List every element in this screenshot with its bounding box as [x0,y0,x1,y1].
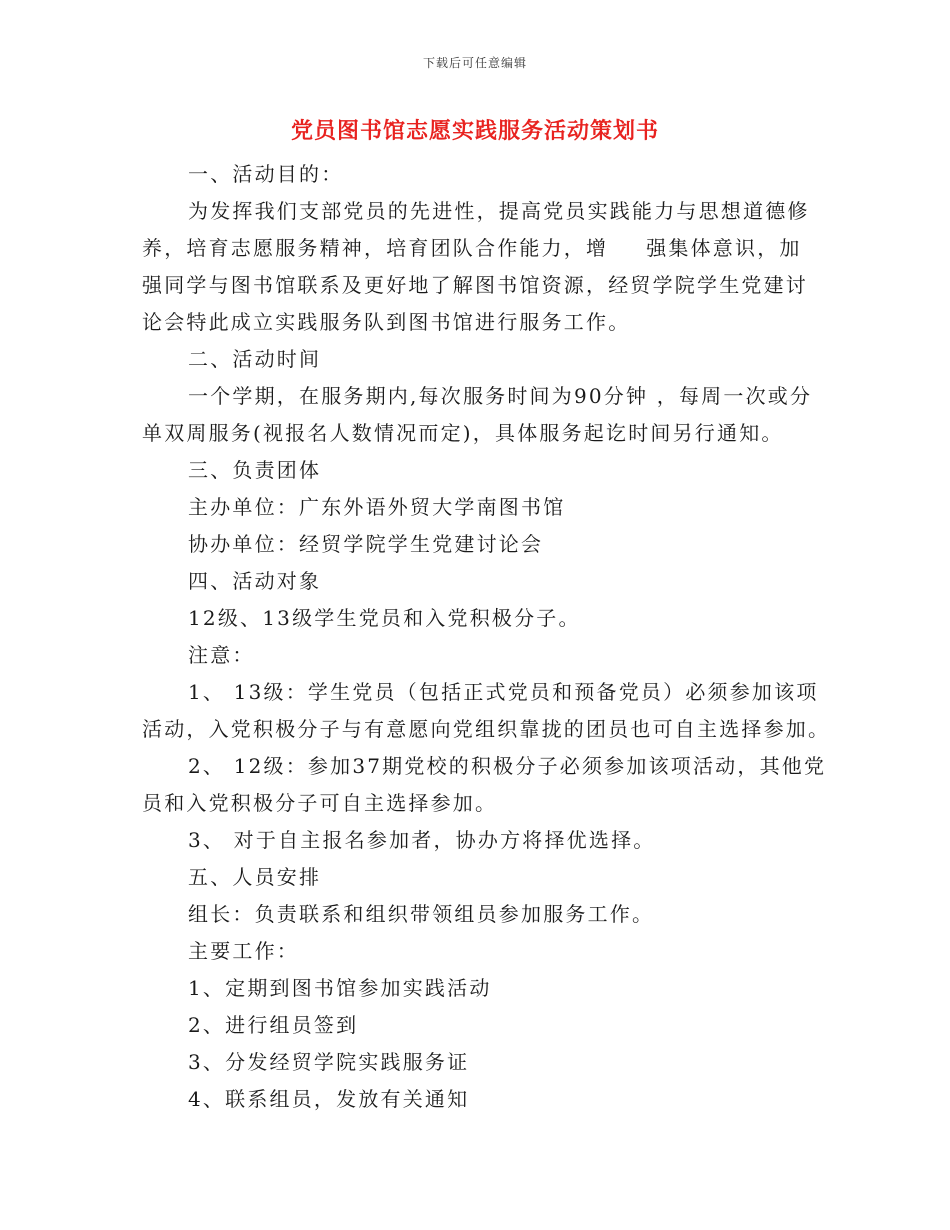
paragraph-line: 单双周服务(视报名人数情况而定)，具体服务起讫时间另行通知。 [142,421,784,445]
note-label: 注意： [188,643,255,667]
list-item-continuation: 活动，入党积极分子与有意愿向党组织靠拢的团员也可自主选择参加。 [142,717,831,741]
subheading-main-work: 主要工作： [188,939,299,963]
section-heading-staffing: 五、人员安排 [188,865,322,889]
list-item: 2、进行组员签到 [188,1013,359,1037]
document-body [142,156,831,1118]
paragraph-segment: 强集体意识，加 [646,236,802,260]
list-item: 1、 13级：学生党员（包括正式党员和预备党员）必须参加该项 [188,680,819,704]
paragraph-segment: 养，培育志愿服务精神，培育团队合作能力，增 [142,236,609,260]
paragraph-line: 协办单位：经贸学院学生党建讨论会 [188,532,544,556]
list-item: 3、分发经贸学院实践服务证 [188,1050,470,1074]
paragraph-line: 12级、13级学生党员和入党积极分子。 [188,606,581,630]
paragraph-line: 主办单位：广东外语外贸大学南图书馆 [188,495,566,519]
list-item: 3、 对于自主报名参加者，协办方将择优选择。 [188,828,656,852]
list-item-continuation: 员和入党积极分子可自主选择参加。 [142,791,498,815]
section-heading-time: 二、活动时间 [188,347,322,371]
list-item: 1、定期到图书馆参加实践活动 [188,976,492,1000]
paragraph-line: 一个学期，在服务期内,每次服务时间为90分钟 ，每周一次或分 [188,384,813,408]
section-heading-organizers: 三、负责团体 [188,458,322,482]
section-heading-purpose: 一、活动目的： [188,162,344,186]
paragraph-line [142,230,810,267]
document-title: 党员图书馆志愿实践服务活动策划书 [290,118,659,144]
list-item: 4、联系组员，发放有关通知 [188,1087,470,1111]
list-item: 2、 12级：参加37期党校的积极分子必须参加该项活动，其他党 [188,754,827,778]
paragraph-line: 组长：负责联系和组织带领组员参加服务工作。 [188,902,655,926]
paragraph-line: 为发挥我们支部党员的先进性，提高党员实践能力与思想道德修 [188,199,810,223]
section-heading-participants: 四、活动对象 [188,569,322,593]
paragraph-line: 论会特此成立实践服务队到图书馆进行服务工作。 [142,310,631,334]
paragraph-line: 强同学与图书馆联系及更好地了解图书馆资源，经贸学院学生党建讨 [142,273,808,297]
header-note: 下载后可任意编辑 [422,56,527,70]
